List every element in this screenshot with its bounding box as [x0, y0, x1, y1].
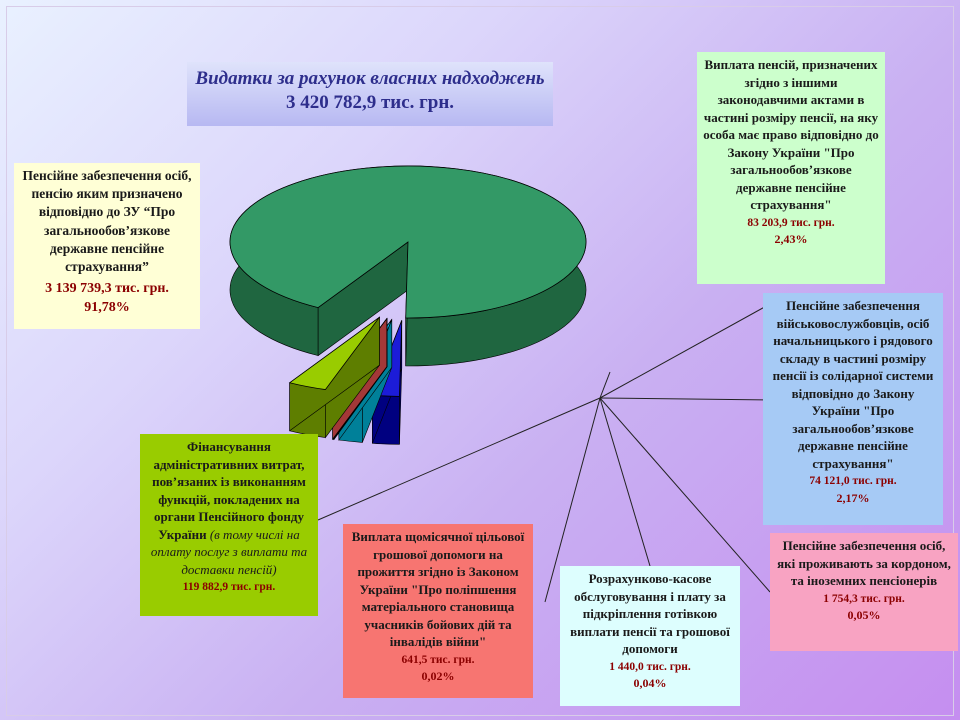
leader-line-3: [600, 398, 650, 566]
callout-admin-costs: [140, 434, 318, 616]
callout-cash-service: [560, 566, 740, 706]
callout-mil-value: 74 121,0 тис. грн.: [809, 475, 897, 488]
callout-admin-value: 119 882,9 тис. грн.: [182, 581, 276, 594]
callout-admin-note: (в тому числі на оплату послуг з виплати та доставки пенсій): [150, 526, 308, 577]
callout-cash-percent: 0,04%: [633, 676, 667, 691]
leader-line-0: [600, 304, 770, 398]
callout-other-text: Виплата пенсій, призначених згідно з іншими законодавчими актами в частині розміру пенсії, на яку особа має право відповідно до Закону України "Про загальнообов’язкове державне пенсійне страхування": [703, 57, 879, 213]
callout-abroad-value: 1 754,3 тис. грн.: [823, 592, 905, 605]
leader-line-hub: [600, 372, 610, 398]
callout-abroad: [770, 533, 958, 651]
callout-other-value: 83 203,9 тис. грн.: [747, 216, 835, 229]
leader-line-2: [600, 398, 770, 592]
callout-military: [763, 293, 943, 525]
pie-slice-main: [230, 166, 586, 318]
callout-admin-text: Фінансування адміністративних витрат, пов’язаних із виконанням функцій, покладених на органи Пенсійного фонду України: [152, 439, 306, 542]
callout-mil-text: Пенсійне забезпечення військовослужбовців, осіб начальницького і рядового складу в частині розміру пенсії із солідарної системи відповідно до Закону України "Про загальнообов’язкове державне пенсійне страхування": [772, 298, 934, 471]
callout-main-value: 3 139 739,3 тис. грн.: [45, 281, 169, 297]
callout-main-text: Пенсійне забезпечення осіб, пенсію яким призначено відповідно до ЗУ “Про загальнообов’язкове державне пенсійне страхування”: [22, 168, 192, 275]
callout-war-text: Виплата щомісячної цільової грошової допомоги на прожиття згідно із Законом України "Про поліпшення матеріального становища учасників бойових дій та інвалідів війни": [351, 529, 525, 650]
callout-war-percent: 0,02%: [421, 669, 455, 684]
callout-cash-text: Розрахунково-касове обслуговування і плату за підкріплення готівкою виплати пенсії та грошової допомоги: [570, 571, 730, 657]
callout-other-percent: 2,43%: [774, 232, 808, 247]
chart-title: [187, 62, 553, 126]
callout-other-acts: [697, 52, 885, 284]
chart-title-total: 3 420 782,9 тис. грн.: [285, 92, 455, 113]
leader-line-1: [600, 398, 770, 400]
callout-war-veterans: [343, 524, 533, 698]
callout-main-pensions: [14, 163, 200, 329]
callout-abroad-percent: 0,05%: [847, 608, 881, 623]
callout-cash-value: 1 440,0 тис. грн.: [609, 660, 691, 673]
callout-abroad-text: Пенсійне забезпечення осіб, які проживають за кордоном, та іноземних пенсіонерів: [777, 538, 951, 589]
callout-war-value: 641,5 тис. грн.: [401, 653, 475, 666]
callout-main-percent: 91,78%: [84, 300, 130, 316]
chart-title-line1: Видатки за рахунок власних надходжень: [195, 68, 545, 89]
callout-mil-percent: 2,17%: [836, 490, 870, 505]
